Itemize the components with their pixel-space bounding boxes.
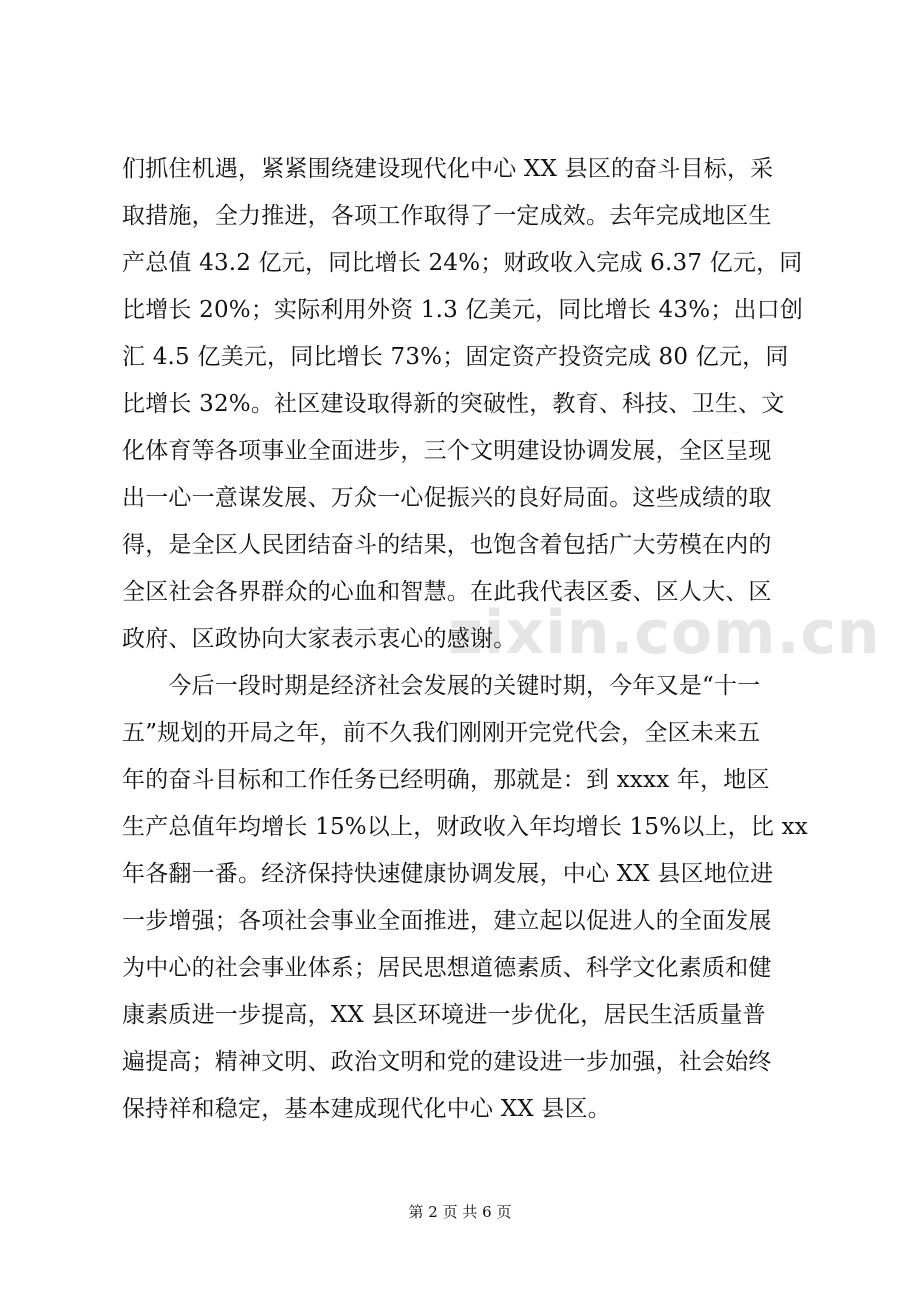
text-line: 一步增强；各项社会事业全面推进，建立起以促进人的全面发展 <box>122 908 772 934</box>
text-line: 政府、区政协向大家表示衷心的感谢。 <box>122 626 517 652</box>
text-line: 比增长 32%。社区建设取得新的突破性，教育、科技、卫生、文 <box>122 391 785 417</box>
text-line: 康素质进一步提高，XX 县区环境进一步优化，居民生活质量普 <box>122 1002 766 1028</box>
text-line: 全区社会各界群众的心血和智慧。在此我代表区委、区人大、区 <box>122 579 772 605</box>
text-line: 汇 4.5 亿美元，同比增长 73%；固定资产投资完成 80 亿元，同 <box>122 344 789 370</box>
text-line: 今后一段时期是经济社会发展的关键时期，今年又是“十一 <box>122 673 761 699</box>
page-footer: 第 2 页 共 6 页 <box>408 1203 512 1221</box>
text-line: 为中心的社会事业体系；居民思想道德素质、科学文化素质和健 <box>122 955 772 981</box>
paragraph <box>122 146 812 663</box>
text-line: 化体育等各项事业全面进步，三个文明建设协调发展，全区呈现 <box>122 438 772 464</box>
text-line: 年各翻一番。经济保持快速健康协调发展，中心 XX 县区地位进 <box>122 861 774 887</box>
paragraph <box>122 663 812 1133</box>
text-line: 五”规划的开局之年，前不久我们刚刚开完党代会，全区未来五 <box>122 720 761 746</box>
text-line: 遍提高；精神文明、政治文明和党的建设进一步加强，社会始终 <box>122 1049 772 1075</box>
text-line: 生产总值年均增长 15%以上，财政收入年均增长 15%以上，比 xx <box>122 814 808 840</box>
watermark-text: zixin.com.cn <box>448 598 881 668</box>
text-line: 产总值 43.2 亿元，同比增长 24%；财政收入完成 6.37 亿元，同 <box>122 250 803 276</box>
text-line: 得，是全区人民团结奋斗的结果，也饱含着包括广大劳模在内的 <box>122 532 772 558</box>
document-body <box>122 146 812 1133</box>
text-line: 比增长 20%；实际利用外资 1.3 亿美元，同比增长 43%；出口创 <box>122 297 804 323</box>
text-line: 们抓住机遇，紧紧围绕建设现代化中心 XX 县区的奋斗目标，采 <box>122 156 774 182</box>
text-line: 取措施，全力推进，各项工作取得了一定成效。去年完成地区生 <box>122 203 772 229</box>
text-line: 年的奋斗目标和工作任务已经明确，那就是：到 xxxx 年，地区 <box>122 767 770 793</box>
text-line: 保持祥和稳定，基本建成现代化中心 XX 县区。 <box>122 1096 611 1122</box>
text-line: 出一心一意谋发展、万众一心促振兴的良好局面。这些成绩的取 <box>122 485 772 511</box>
